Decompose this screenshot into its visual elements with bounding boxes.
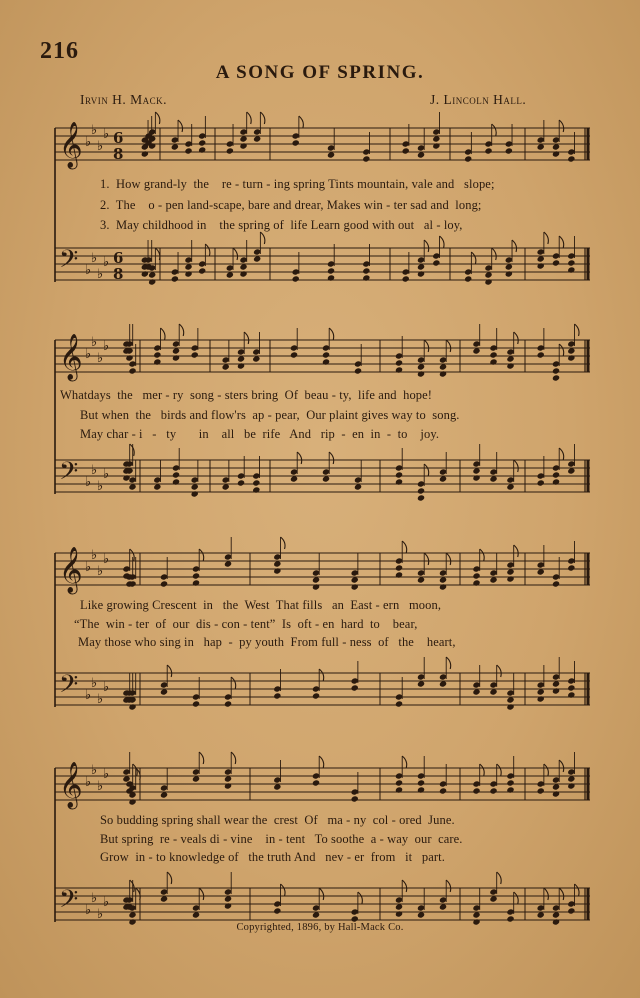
bass-clef-icon: 𝄢 (59, 670, 79, 705)
note-head (125, 354, 133, 361)
note-head (484, 147, 492, 154)
note-head (239, 270, 247, 277)
note-head (552, 790, 560, 797)
note-head (292, 275, 300, 282)
flat-icon: ♭ (97, 351, 104, 366)
note-flag (319, 888, 324, 900)
note-head (417, 786, 425, 793)
flat-icon: ♭ (91, 463, 98, 478)
note-head (567, 155, 575, 162)
note-head (226, 147, 234, 154)
hymn-title: A SONG OF SPRING. (215, 62, 425, 83)
treble-clef-icon: 𝄞 (59, 122, 83, 168)
note-head (506, 575, 514, 582)
note-head (172, 354, 180, 361)
note-flag (130, 880, 135, 892)
note-head (537, 479, 545, 486)
note-head (567, 564, 575, 571)
flat-icon: ♭ (91, 335, 98, 350)
note-flag (199, 888, 204, 900)
note-head (537, 695, 545, 702)
note-head (567, 354, 575, 361)
flat-icon: ♭ (97, 692, 104, 707)
note-head (192, 579, 200, 586)
note-flag (440, 236, 445, 248)
note-head (472, 474, 480, 481)
note-head (472, 572, 480, 579)
note-head (172, 471, 180, 478)
note-head (224, 700, 232, 707)
note-head (552, 687, 560, 694)
flat-icon: ♭ (85, 688, 92, 703)
lyricist-credit: Irvin H. Mack. (80, 92, 168, 107)
music-system-2 (0, 322, 640, 522)
note-head (417, 270, 425, 277)
lyric-line: May char - i - ty in all be rife And rip - en in - to joy. (80, 427, 440, 441)
composer-credit: J. Lincoln Hall. (430, 92, 527, 107)
note-head (417, 494, 425, 501)
note-flag (130, 444, 135, 456)
bass-clef-icon: 𝄢 (59, 457, 79, 492)
note-head (506, 362, 514, 369)
note-head (171, 275, 179, 282)
flat-icon: ♭ (91, 123, 98, 138)
note-head (153, 358, 161, 365)
note-flag (199, 752, 204, 764)
note-head (552, 367, 560, 374)
treble-clef-icon: 𝄞 (59, 334, 83, 380)
note-flag (402, 541, 407, 553)
note-head (472, 579, 480, 586)
note-flag (559, 760, 564, 772)
note-head (312, 692, 320, 699)
note-head (224, 902, 232, 909)
note-head (506, 786, 514, 793)
note-flag (199, 549, 204, 561)
time-signature-numerator: 6 (113, 129, 124, 147)
note-head (351, 583, 359, 590)
flat-icon: ♭ (85, 903, 92, 918)
note-flag (446, 553, 451, 565)
flat-icon: ♭ (85, 347, 92, 362)
note-head (198, 267, 206, 274)
flat-icon: ♭ (91, 251, 98, 266)
note-head (567, 782, 575, 789)
note-head (252, 479, 260, 486)
flat-icon: ♭ (97, 139, 104, 154)
treble-clef-icon: 𝄞 (59, 762, 83, 808)
music-system-4 (0, 750, 640, 950)
note-head (505, 270, 513, 277)
note-head (567, 684, 575, 691)
note-head (198, 146, 206, 153)
note-head (484, 278, 492, 285)
note-head (273, 692, 281, 699)
note-head (402, 275, 410, 282)
note-head (351, 684, 359, 691)
note-head (395, 786, 403, 793)
note-head (395, 359, 403, 366)
flat-icon: ♭ (103, 127, 110, 142)
note-head (191, 490, 199, 497)
flat-icon: ♭ (103, 552, 110, 567)
lyric-line: “The win - ter of our dis - con - tent” Is oft - en hard to bear, (74, 617, 418, 631)
note-head (128, 703, 136, 710)
lyric-line: But spring re - veals di - vine in - tent To soothe a - way our care. (100, 832, 463, 846)
note-head (273, 907, 281, 914)
note-head (552, 259, 560, 266)
note-head (552, 374, 560, 381)
time-signature-denominator: 8 (113, 145, 124, 163)
note-flag (497, 764, 502, 776)
note-flag (497, 665, 502, 677)
note-head (395, 700, 403, 707)
note-flag (492, 124, 497, 136)
note-flag (299, 116, 304, 128)
note-flag (247, 112, 252, 124)
copyright-notice: Copyrighted, 1896, by Hall-Mack Co. (236, 922, 404, 933)
note-head (489, 351, 497, 358)
lyric-line: But when the birds and flow'rs ap - pear, Our plaint gives way to song. (80, 408, 460, 422)
note-flag (281, 884, 286, 896)
note-head (312, 583, 320, 590)
flat-icon: ♭ (85, 475, 92, 490)
note-flag (497, 872, 502, 884)
page-number: 216 (40, 38, 79, 64)
note-flag (130, 549, 135, 561)
lyric-line: 2. The o - pen land-scape, bare and drear, Makes win - ter sad and long; (100, 198, 482, 212)
note-flag (155, 248, 160, 260)
note-flag (575, 324, 580, 336)
treble-clef-icon: 𝄞 (59, 547, 83, 593)
time-signature-numerator: 6 (113, 249, 124, 267)
bass-clef-icon: 𝄢 (59, 885, 79, 920)
flat-icon: ♭ (91, 676, 98, 691)
note-head (184, 147, 192, 154)
flat-icon: ♭ (85, 560, 92, 575)
note-head (290, 351, 298, 358)
note-head (153, 351, 161, 358)
note-head (395, 366, 403, 373)
lyric-line: Whatdays the mer - ry song - sters bring Of beau - ty, life and hope! (60, 388, 433, 402)
note-flag (559, 120, 564, 132)
note-head (160, 580, 168, 587)
music-system-1 (0, 110, 640, 310)
flat-icon: ♭ (97, 907, 104, 922)
note-head (417, 370, 425, 377)
note-flag (281, 537, 286, 549)
flat-icon: ♭ (103, 339, 110, 354)
note-head (417, 487, 425, 494)
note-flag (231, 677, 236, 689)
note-head (362, 274, 370, 281)
flat-icon: ♭ (91, 763, 98, 778)
note-head (464, 275, 472, 282)
note-head (489, 358, 497, 365)
note-flag (480, 549, 485, 561)
note-flag (446, 880, 451, 892)
flat-icon: ♭ (97, 479, 104, 494)
note-head (402, 147, 410, 154)
note-flag (329, 452, 334, 464)
note-flag (329, 328, 334, 340)
note-head (417, 779, 425, 786)
lyric-line: May those who sing in hap - py youth From full - ness of the heart, (78, 635, 456, 649)
note-flag (402, 756, 407, 768)
flat-icon: ♭ (103, 680, 110, 695)
note-flag (514, 332, 519, 344)
note-flag (492, 248, 497, 260)
note-head (362, 267, 370, 274)
note-head (198, 139, 206, 146)
note-head (567, 691, 575, 698)
note-head (128, 798, 136, 805)
note-head (395, 910, 403, 917)
note-head (489, 787, 497, 794)
note-head (351, 795, 359, 802)
note-flag (167, 665, 172, 677)
note-head (322, 358, 330, 365)
note-flag (544, 888, 549, 900)
note-head (567, 266, 575, 273)
note-head (537, 262, 545, 269)
flat-icon: ♭ (103, 895, 110, 910)
flat-icon: ♭ (97, 267, 104, 282)
note-flag (424, 240, 429, 252)
note-flag (544, 232, 549, 244)
note-head (395, 571, 403, 578)
note-head (395, 478, 403, 485)
lyric-line: So budding spring shall wear the crest Of ma - ny col - ored June. (100, 813, 455, 827)
note-head (239, 142, 247, 149)
flat-icon: ♭ (85, 135, 92, 150)
note-flag (471, 252, 476, 264)
note-head (395, 779, 403, 786)
flat-icon: ♭ (97, 564, 104, 579)
note-flag (178, 120, 183, 132)
note-head (191, 351, 199, 358)
note-flag (161, 328, 166, 340)
note-head (505, 147, 513, 154)
flat-icon: ♭ (103, 467, 110, 482)
flat-icon: ♭ (103, 767, 110, 782)
note-head (141, 150, 149, 157)
note-flag (514, 892, 519, 904)
note-head (552, 478, 560, 485)
note-flag (155, 112, 160, 124)
note-head (567, 907, 575, 914)
note-head (192, 572, 200, 579)
note-flag (244, 332, 249, 344)
lyric-line: 1. How grand-ly the re - turn - ing spring Tints mountain, vale and slope; (100, 177, 495, 191)
note-head (327, 274, 335, 281)
note-head (141, 270, 149, 277)
note-flag (297, 452, 302, 464)
lyric-line: Like growing Crescent in the West That fills an East - ern moon, (80, 598, 442, 612)
flat-icon: ♭ (91, 548, 98, 563)
time-signature-denominator: 8 (113, 265, 124, 283)
note-head (395, 564, 403, 571)
note-head (192, 700, 200, 707)
note-flag (512, 240, 517, 252)
flat-icon: ♭ (103, 255, 110, 270)
note-flag (514, 460, 519, 472)
note-head (327, 267, 335, 274)
note-head (395, 471, 403, 478)
note-flag (260, 232, 265, 244)
note-head (237, 362, 245, 369)
flat-icon: ♭ (85, 775, 92, 790)
note-head (322, 351, 330, 358)
note-head (273, 567, 281, 574)
note-flag (480, 764, 485, 776)
note-flag (402, 880, 407, 892)
note-flag (559, 888, 564, 900)
note-flag (260, 112, 265, 124)
note-head (354, 367, 362, 374)
note-head (552, 471, 560, 478)
note-head (252, 486, 260, 493)
note-head (172, 478, 180, 485)
note-head (439, 370, 447, 377)
note-head (537, 787, 545, 794)
note-head (472, 787, 480, 794)
note-flag (358, 892, 363, 904)
note-head (432, 142, 440, 149)
note-flag (424, 464, 429, 476)
note-flag (575, 884, 580, 896)
note-flag (233, 248, 238, 260)
note-head (506, 703, 514, 710)
note-flag (231, 752, 236, 764)
note-flag (319, 669, 324, 681)
note-flag (446, 340, 451, 352)
note-flag (514, 545, 519, 557)
note-head (312, 779, 320, 786)
note-head (148, 278, 156, 285)
flat-icon: ♭ (97, 779, 104, 794)
note-head (432, 259, 440, 266)
note-flag (446, 657, 451, 669)
note-flag (544, 764, 549, 776)
lyric-line: 3. May childhood in the spring of life Learn good with out al - loy, (100, 218, 463, 232)
note-head (224, 782, 232, 789)
note-flag (179, 324, 184, 336)
note-head (506, 779, 514, 786)
note-head (292, 139, 300, 146)
note-flag (167, 872, 172, 884)
note-head (567, 259, 575, 266)
note-flag (319, 756, 324, 768)
note-head (439, 583, 447, 590)
flat-icon: ♭ (91, 891, 98, 906)
note-flag (559, 344, 564, 356)
flat-icon: ♭ (85, 263, 92, 278)
note-head (552, 580, 560, 587)
note-head (184, 270, 192, 277)
note-flag (424, 340, 429, 352)
lyric-line: Grow in - to knowledge of the truth And nev - er from it part. (100, 850, 445, 864)
note-flag (205, 244, 210, 256)
note-head (362, 155, 370, 162)
note-flag (559, 448, 564, 460)
note-flag (424, 553, 429, 565)
note-flag (559, 236, 564, 248)
note-head (237, 479, 245, 486)
bass-clef-icon: 𝄢 (59, 245, 79, 280)
note-head (128, 367, 136, 374)
note-head (464, 155, 472, 162)
note-head (537, 351, 545, 358)
note-head (552, 150, 560, 157)
note-flag (133, 764, 138, 776)
note-head (439, 787, 447, 794)
music-system-3 (0, 535, 640, 735)
